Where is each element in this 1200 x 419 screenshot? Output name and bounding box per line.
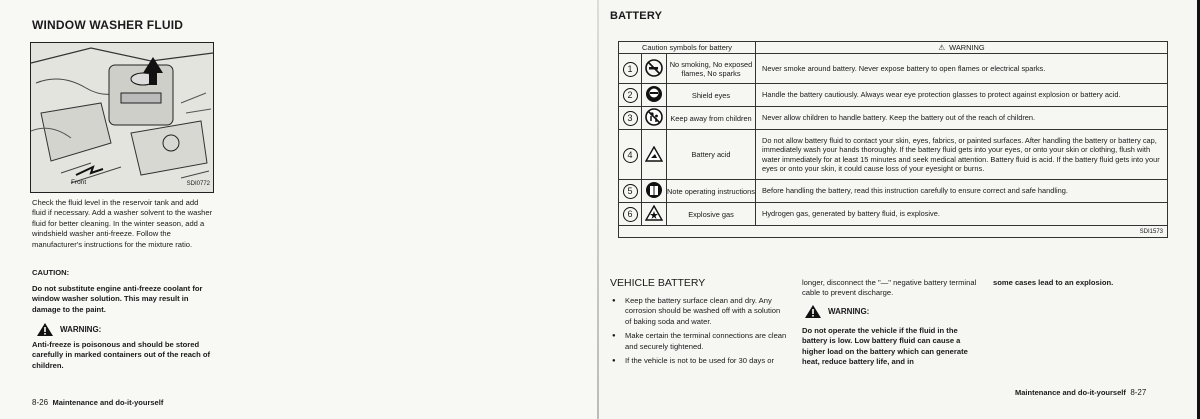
warning-text: Do not allow battery fluid to contact your skin, eyes, fabrics, or painted surfaces. After handling the battery or battery cap, immediately wash your hands thoroughly. If the battery fluid gets into your eyes, or onto your skin or clothing, flush with water immediately for at least 15 minutes and seek medical attention. Battery fluid is acid. If the battery fluid gets into your eyes or onto your skin, it could cause loss of your eyesight or burns. xyxy=(756,130,1168,180)
warning-text: Before handling the battery, read this instruction carefully to ensure correct and safe handling. xyxy=(756,180,1168,203)
warning-triangle-icon xyxy=(804,304,822,319)
window-washer-heading: WINDOW WASHER FLUID xyxy=(32,18,184,32)
left-page xyxy=(0,0,598,419)
battery-caution-table xyxy=(618,41,1168,238)
caution-text: Do not substitute engine anti-freeze coolant for window washer solution. This may result in damage to the paint. xyxy=(32,284,203,314)
row-number: 1 xyxy=(623,62,638,77)
warning-header xyxy=(756,42,1168,54)
warning-text: Never smoke around battery. Never expose battery to open flames or electrical sparks. xyxy=(756,54,1168,84)
no-smoking-icon xyxy=(645,59,663,77)
warning-heading xyxy=(36,322,101,337)
symbol-label: No smoking, No exposed flames, No sparks xyxy=(667,54,756,84)
right-footer-section: Maintenance and do-it-yourself xyxy=(1015,388,1126,397)
symbol-label: Note operating instructions xyxy=(667,180,756,203)
battery-heading: BATTERY xyxy=(610,10,663,22)
keep-away-children-icon xyxy=(645,108,663,126)
right-page-number: 8-27 xyxy=(1130,388,1147,397)
right-footer xyxy=(1015,388,1146,397)
table-row xyxy=(619,203,1168,226)
warning-triangle-icon xyxy=(36,322,54,337)
warning-text: Never allow children to handle battery. Keep the battery out of the reach of children. xyxy=(756,107,1168,130)
warning-header-label: WARNING xyxy=(949,43,985,52)
warning-label: WARNING: xyxy=(828,307,870,316)
row-number: 6 xyxy=(623,207,638,222)
disconnect-text: longer, disconnect the "—" negative battery terminal cable to prevent discharge. xyxy=(802,278,977,298)
battery-heading-wrap xyxy=(610,10,662,22)
warning-text: Hydrogen gas, generated by battery fluid, is explosive. xyxy=(756,203,1168,226)
battery-fluid-warning-text: Do not operate the vehicle if the fluid in the battery is low. Low battery fluid can cause a higher load on the battery which can generate heat, reduce battery life, and in xyxy=(802,326,968,367)
table-footer-row xyxy=(619,226,1168,238)
list-item: ● Make certain the terminal connections are clean and securely tightened. xyxy=(612,331,788,352)
symbol-label: Explosive gas xyxy=(667,203,756,226)
battery-acid-icon xyxy=(645,146,663,162)
washer-fluid-paragraph: Check the fluid level in the reservoir tank and add fluid if necessary. Add a washer solvent to the washer fluid for better cleaning. In the winter season, add a windshield washer anti-freeze. Follow the manufacturer's instructions for the mixture ratio. xyxy=(32,198,213,249)
table-header-row xyxy=(619,42,1168,54)
vehicle-battery-subheading: VEHICLE BATTERY xyxy=(610,277,706,289)
left-footer xyxy=(32,398,163,407)
symbol-label: Shield eyes xyxy=(667,84,756,107)
table-code: SDI1573 xyxy=(619,226,1168,238)
left-footer-section: Maintenance and do-it-yourself xyxy=(52,398,164,407)
row-number: 5 xyxy=(623,184,638,199)
table-row xyxy=(619,54,1168,84)
symbol-label: Keep away from children xyxy=(667,107,756,130)
figure-code: SDI0772 xyxy=(186,181,210,187)
explosion-text: some cases lead to an explosion. xyxy=(993,278,1114,287)
battery-warning-heading xyxy=(804,304,869,319)
manual-icon xyxy=(645,181,663,199)
row-number: 4 xyxy=(623,148,638,163)
row-number: 3 xyxy=(623,111,638,126)
warning-text: Handle the battery cautiously. Always wear eye protection glasses to protect against explosion or battery acid. xyxy=(756,84,1168,107)
caution-label: CAUTION: xyxy=(32,268,70,277)
symbols-header: Caution symbols for battery xyxy=(619,42,756,54)
book-spine xyxy=(597,0,599,419)
front-arrow-label: Front xyxy=(71,179,87,186)
list-item: ● Keep the battery surface clean and dry. Any corrosion should be washed off with a solution of baking soda and water. xyxy=(612,296,788,327)
warning-label: WARNING: xyxy=(60,325,102,334)
table-row xyxy=(619,130,1168,180)
table-row xyxy=(619,107,1168,130)
battery-bullets xyxy=(612,296,788,370)
antifreeze-warning-text: Anti-freeze is poisonous and should be stored carefully in marked containers out of the reach of children. xyxy=(32,340,211,370)
symbol-label: Battery acid xyxy=(667,130,756,180)
explosive-gas-icon xyxy=(645,205,663,221)
warning-outline-icon: ⚠ xyxy=(938,43,946,52)
shield-eyes-icon xyxy=(645,85,663,103)
engine-bay-illustration xyxy=(31,43,213,192)
list-item: ● If the vehicle is not to be used for 30 days or xyxy=(612,356,788,366)
washer-reservoir-figure xyxy=(30,42,214,193)
table-row xyxy=(619,84,1168,107)
row-number: 2 xyxy=(623,88,638,103)
table-row xyxy=(619,180,1168,203)
left-page-number: 8-26 xyxy=(32,398,49,407)
